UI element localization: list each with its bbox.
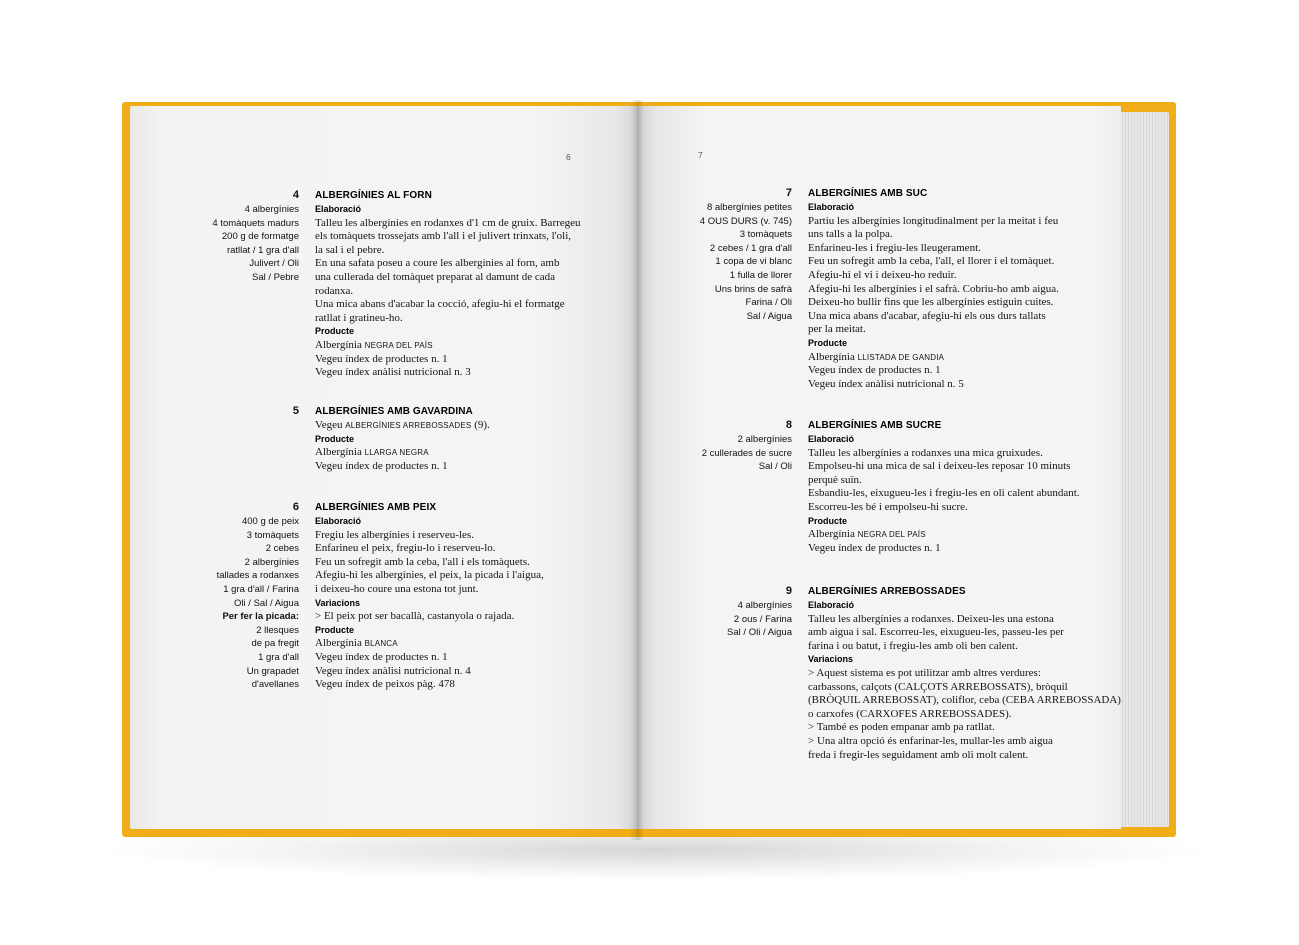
ingredient: Julivert / Oli [249, 258, 299, 270]
recipe-text [315, 404, 585, 473]
product-line [808, 528, 1078, 542]
recipe-text [315, 188, 585, 380]
ingredient: Sal / Pebre [252, 271, 299, 283]
section-heading: Elaboració [315, 516, 362, 526]
recipe-title: ALBERGÍNIES AMB SUC [808, 188, 928, 199]
ingredients-column [642, 186, 792, 323]
text-line: farina i ou batut, i fregiu-les amb oli ben calent. [808, 639, 1018, 652]
recipe-number: 9 [785, 585, 792, 597]
product-prefix: Albergínia [808, 350, 858, 363]
recipe-number: 5 [292, 405, 299, 417]
ingredient: Un grapadet [246, 665, 299, 677]
ingredient: 2 cebes [265, 543, 299, 555]
recipe-text [315, 500, 585, 692]
ingredient: ratllat / 1 gra d'all [226, 244, 299, 256]
section-heading: Producte [315, 326, 355, 337]
reference-line: Vegeu índex de productes n. 1 [315, 459, 448, 472]
text-line: Una mica abans d'acabar la cocció, afegiu-hi el formatge [315, 298, 565, 311]
recipe-title: ALBERGÍNIES ARREBOSSADES [808, 586, 966, 597]
ingredient: Farina / Oli [745, 297, 792, 309]
recipe-title: ALBERGÍNIES AL FORN [315, 190, 432, 201]
see-suffix: (9). [471, 419, 490, 431]
text-line: ratllat i gratineu-ho. [315, 311, 403, 324]
ingredient: 1 fulla de llorer [729, 269, 792, 281]
recipe-title: ALBERGÍNIES AMB SUCRE [808, 420, 942, 431]
recipe-number: 7 [785, 187, 792, 199]
section-heading: Elaboració [808, 202, 855, 212]
text-line: Escorreu-les bé i empolseu-hi sucre. [808, 500, 968, 513]
text-line: Deixeu-ho bullir fins que les albergínies estiguin cuites. [808, 296, 1054, 309]
ingredients-column [149, 404, 299, 419]
ingredient: 4 OUS DURS (v. 745) [699, 215, 792, 227]
ingredient: 4 albergínies [244, 204, 299, 215]
text-line: els tomàquets trossejats amb l'all i el julivert trinxats, l'oli, [315, 230, 572, 243]
ingredient: 2 albergínies [737, 434, 792, 445]
section-heading: Producte [315, 433, 355, 444]
section-heading: Variacions [315, 597, 361, 608]
see-recipe: ALBERGÍNIES ARREBOSSADES [345, 421, 472, 430]
text-line: Afegiu-hi el vi i deixeu-ho reduir. [808, 268, 957, 281]
recipe-title: ALBERGÍNIES AMB PEIX [315, 502, 437, 513]
ingredient: 1 gra d'all / Farina [223, 583, 299, 595]
text-line: una cullerada del tomàquet preparat al damunt de cada [315, 270, 556, 283]
variation-line: (BRÒQUIL ARREBOSSAT), coliflor, ceba (CEBA ARREBOSSADA) [808, 694, 1121, 707]
text-line: per la meitat. [808, 323, 866, 336]
picada-heading: Per fer la picada: [222, 611, 299, 623]
text-line: perquè suïn. [808, 473, 862, 486]
ingredient: 2 cullerades de sucre [701, 447, 792, 459]
variation-line: > Una altra opció és enfarinar-les, mullar-les amb aigua [808, 734, 1053, 747]
variation-line: freda i fregir-les seguidament amb oli molt calent. [808, 748, 1029, 761]
text-line: Talleu les albergínies a rodanxes una mica gruixudes. [808, 446, 1043, 459]
product-name: LLARGA NEGRA [364, 448, 429, 458]
product-prefix: Albergínia [315, 637, 365, 650]
ingredient: d'avellanes [251, 679, 299, 691]
ingredient: Uns brins de safrà [714, 283, 792, 295]
product-line [315, 637, 585, 651]
page-number: 6 [566, 152, 571, 162]
ingredients-column [642, 418, 792, 474]
product-line [315, 339, 585, 353]
recipe-number: 8 [785, 419, 792, 431]
ingredient: 3 tomàquets [739, 229, 792, 241]
variation-line: carbassons, calçots (CALÇOTS ARREBOSSATS), bròquil [808, 680, 1068, 693]
reference-line: Vegeu índex de productes n. 1 [315, 650, 448, 663]
page-edges [1117, 112, 1169, 827]
ingredient: Sal / Oli / Aigua [727, 627, 792, 639]
reference-line: Vegeu índex anàlisi nutricional n. 3 [315, 366, 471, 379]
product-prefix: Albergínia [315, 446, 365, 459]
recipe-number: 4 [292, 189, 299, 201]
page-number: 7 [698, 150, 703, 160]
recipe-number: 6 [292, 501, 299, 513]
variation-line: o carxofes (CARXOFES ARREBOSSADES). [808, 707, 1012, 720]
right-page [637, 106, 1121, 829]
reference-line: Vegeu índex anàlisi nutricional n. 5 [808, 377, 964, 390]
reference-line: Vegeu índex de productes n. 1 [808, 541, 941, 554]
section-heading: Elaboració [315, 204, 362, 214]
recipe-text [808, 418, 1078, 555]
see-prefix: Vegeu [315, 419, 346, 431]
product-line [808, 351, 1078, 365]
section-heading: Producte [315, 624, 355, 635]
reference-line: Vegeu índex de peixos pàg. 478 [315, 678, 455, 691]
ingredient: 4 tomàquets madurs [212, 217, 299, 229]
text-line: Feu un sofregit amb la ceba, l'all i els tomàquets. [315, 555, 530, 568]
reference-line: Vegeu índex de productes n. 1 [808, 364, 941, 377]
section-heading: Producte [808, 337, 848, 348]
ingredient: 3 tomàquets [246, 529, 299, 541]
product-prefix: Albergínia [315, 338, 365, 351]
ingredient: 2 llesques [256, 624, 299, 636]
text-line: Afegiu-hi les albergínies, el peix, la picada i l'aigua, [315, 569, 544, 582]
text-line: uns talls a la polpa. [808, 228, 893, 241]
text-line: rodanxa. [315, 284, 354, 297]
text-line: Talleu les albergínies en rodanxes d'1 cm de gruix. Barregeu [315, 216, 581, 229]
ingredient: 200 g de formatge [221, 231, 299, 243]
text-line: Esbandiu-les, eixugueu-les i fregiu-les en oli calent abundant. [808, 487, 1080, 500]
section-heading: Elaboració [808, 434, 855, 444]
variation-line: > També es poden empanar amb pa ratllat. [808, 721, 995, 734]
ingredient: 2 cebes / 1 gra d'all [709, 242, 792, 254]
ingredients-column [642, 584, 792, 640]
ingredient: 8 albergínies petites [706, 202, 792, 213]
text-line: i deixeu-ho coure una estona tot junt. [315, 582, 479, 595]
recipe-title: ALBERGÍNIES AMB GAVARDINA [315, 406, 473, 417]
ingredients-column [149, 188, 299, 285]
section-heading: Producte [808, 515, 848, 526]
text-line: Feu un sofregit amb la ceba, l'all, el llorer i el tomàquet. [808, 255, 1055, 268]
book-spine [630, 100, 644, 840]
variation-line: > Aquest sistema es pot utilitzar amb altres verdures: [808, 666, 1041, 679]
variation-line: > El peix pot ser bacallà, castanyola o rajada. [315, 610, 515, 623]
ingredient: 2 albergínies [244, 556, 299, 568]
ingredient: Sal / Oli [758, 461, 792, 473]
product-name: NEGRA DEL PAÍS [364, 340, 433, 350]
ingredient: 1 copa de vi blanc [715, 256, 792, 268]
ingredient: 4 albergínies [737, 600, 792, 611]
product-name: LLISTADA DE GANDIA [857, 352, 945, 362]
product-name: NEGRA DEL PAÍS [857, 530, 926, 540]
text-line: Afegiu-hi les albergínies i el safrà. Cobriu-ho amb aigua. [808, 282, 1059, 295]
product-line [315, 446, 585, 460]
text-line: Partiu les albergínies longitudinalment per la meitat i feu [808, 214, 1059, 227]
text-line: Talleu les albergínies a rodanxes. Deixeu-les una estona [808, 612, 1054, 625]
ingredient: de pa fregit [251, 638, 299, 650]
left-page [130, 106, 637, 829]
section-heading: Variacions [808, 654, 854, 665]
text-line: Enfarineu-les i fregiu-les lleugerament. [808, 241, 981, 254]
text-line: En una safata poseu a coure les albergínies al forn, amb [315, 257, 560, 270]
text-line: la sal i el pebre. [315, 243, 385, 256]
ingredient: Oli / Sal / Aigua [234, 597, 299, 609]
ingredient: Sal / Aigua [746, 310, 792, 322]
reference-line: Vegeu índex de productes n. 1 [315, 352, 448, 365]
section-heading: Elaboració [808, 600, 855, 610]
see-also-line [315, 419, 585, 433]
ingredient: tallades a rodanxes [216, 570, 299, 582]
ingredients-column [149, 500, 299, 692]
text-line: Fregiu les albergínies i reserveu-les. [315, 528, 474, 541]
recipe-text [808, 584, 1121, 762]
reference-line: Vegeu índex anàlisi nutricional n. 4 [315, 664, 471, 677]
product-name: BLANCA [364, 639, 398, 649]
text-line: Empolseu-hi una mica de sal i deixeu-les reposar 10 minuts [808, 460, 1071, 473]
text-line: amb aigua i sal. Escorreu-les, eixugueu-les, passeu-les per [808, 626, 1064, 639]
text-line: Una mica abans d'acabar, afegiu-hi els ous durs tallats [808, 309, 1046, 322]
text-line: Enfarineu el peix, fregiu-lo i reserveu-lo. [315, 542, 496, 555]
product-prefix: Albergínia [808, 528, 858, 541]
ingredient: 1 gra d'all [258, 651, 299, 663]
ingredient: 400 g de peix [241, 516, 299, 527]
recipe-text [808, 186, 1078, 391]
ingredient: 2 ous / Farina [733, 613, 792, 625]
